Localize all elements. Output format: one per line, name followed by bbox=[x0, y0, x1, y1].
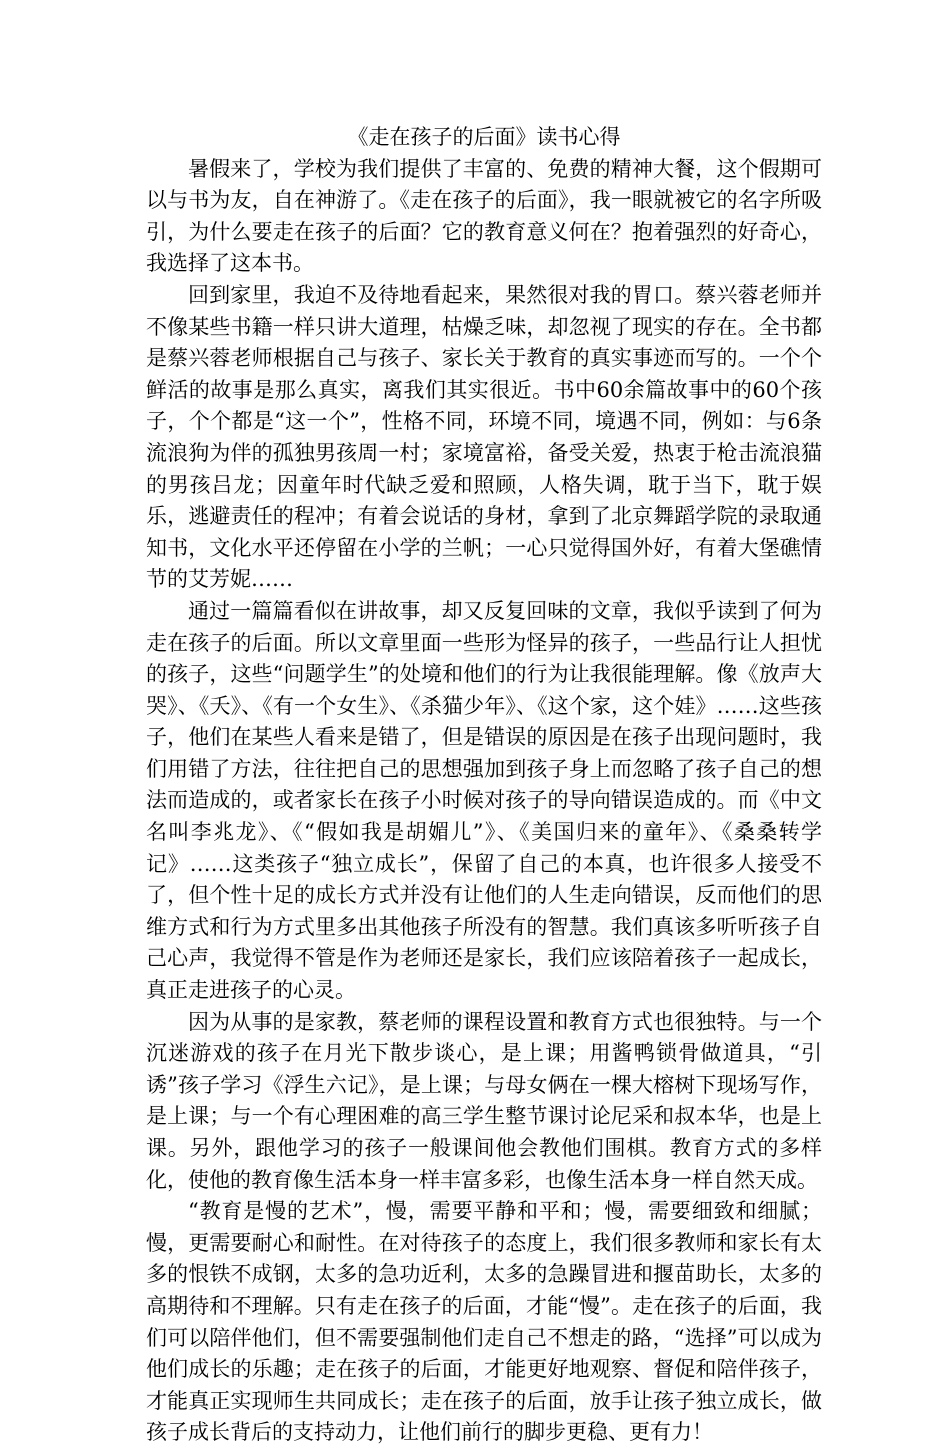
paragraph-reflection: 通过一篇篇看似在讲故事，却又反复回味的文章，我似乎读到了何为走在孩子的后面。所以文章里面一些形为怪异的孩子，一些品行让人担忧的孩子，这些“问题学生”的处境和他们的行为让我很能理解。像《放声大哭》、《夭》、《有一个女生》、《杀猫少年》、《这个家，这个娃》……这些孩子，他们在某些人看来是错了，但是错误的原因是在孩子出现问题时，我们用错了方法，往往把自己的思想强加到孩子身上而忽略了孩子自己的想法而造成的，或者家长在孩子小时候对孩子的导向错误造成的。而《中文名叫李兆龙》、《“假如我是胡媚儿”》、《美国归来的童年》、《桑桑转学记》……这类孩子“独立成长”，保留了自己的本真，也许很多人接受不了，但个性十足的成长方式并没有让他们的人生走向错误，反而他们的思维方式和行为方式里多出其他孩子所没有的智慧。我们真该多听听孩子自己心声，我觉得不管是作为老师还是家长，我们应该陪着孩子一起成长，真正走进孩子的心灵。 bbox=[146, 598, 822, 1003]
document-page bbox=[146, 122, 822, 1449]
paragraph-book-content: 回到家里，我迫不及待地看起来，果然很对我的胃口。蔡兴蓉老师并不像某些书籍一样只讲大道理，枯燥乏味，却忽视了现实的存在。全书都是蔡兴蓉老师根据自己与孩子、家长关于教育的真实事迹而写的。一个个鲜活的故事是那么真实，离我们其实很近。书中60余篇故事中的60个孩子，个个都是“这一个”，性格不同，环境不同，境遇不同，例如：与6条流浪狗为伴的孤独男孩周一村；家境富裕，备受关爱，热衷于枪击流浪猫的男孩吕龙；因童年时代缺乏爱和照顾，人格失调，耽于当下，耽于娱乐，逃避责任的程冲；有着会说话的身材，拿到了北京舞蹈学院的录取通知书，文化水平还停留在小学的兰帆；一心只觉得国外好，有着大堡礁情节的艾芳妮…… bbox=[146, 282, 822, 592]
paragraph-conclusion: “教育是慢的艺术”，慢，需要平静和平和；慢，需要细致和细腻；慢，更需要耐心和耐性。在对待孩子的态度上，我们很多教师和家长有太多的恨铁不成钢，太多的急功近利，太多的急躁冒进和揠苗助长，太多的高期待和不理解。只有走在孩子的后面，才能“慢”。走在孩子的后面，我们可以陪伴他们，但不需要强制他们走自己不想走的路，“选择”可以成为他们成长的乐趣；走在孩子的后面，才能更好地观察、督促和陪伴孩子，才能真正实现师生共同成长；走在孩子的后面，放手让孩子独立成长，做孩子成长背后的支持动力，让他们前行的脚步更稳、更有力！ bbox=[146, 1199, 822, 1445]
document-title: 《走在孩子的后面》读书心得 bbox=[347, 125, 621, 149]
paragraph-intro: 暑假来了，学校为我们提供了丰富的、免费的精神大餐，这个假期可以与书为友，自在神游了。《走在孩子的后面》，我一眼就被它的名字所吸引，为什么要走在孩子的后面？它的教育意义何在？抱着强烈的好奇心，我选择了这本书。 bbox=[146, 156, 822, 276]
paragraph-teaching-method: 因为从事的是家教，蔡老师的课程设置和教育方式也很独特。与一个沉迷游戏的孩子在月光下散步谈心，是上课；用酱鸭锁骨做道具，“引诱”孩子学习《浮生六记》，是上课；与母女俩在一棵大榕树下现场写作，是上课；与一个有心理困难的高三学生整节课讨论尼采和叔本华，也是上课。另外，跟他学习的孩子一般课间他会教他们围棋。教育方式的多样化，使他的教育像生活本身一样丰富多彩，也像生活本身一样自然天成。 bbox=[146, 1009, 822, 1192]
